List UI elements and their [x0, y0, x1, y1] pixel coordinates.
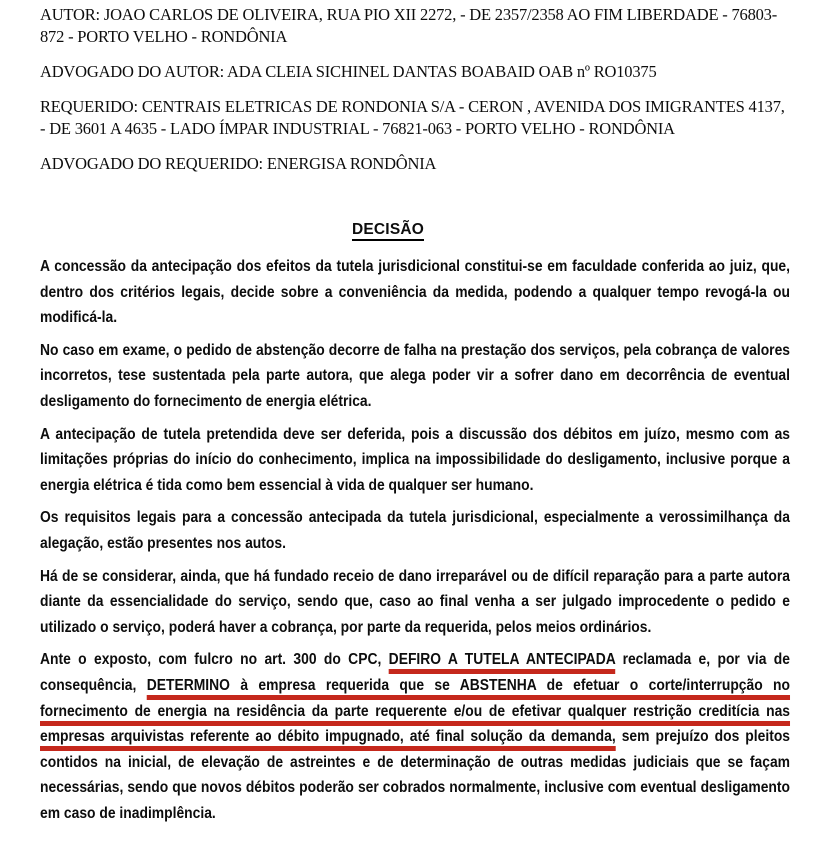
decision-paragraph-5: Há de se considerar, ainda, que há fundado receio de dano irreparável ou de difícil reparação para a parte autora diante da essencialidade do serviço, sendo que, caso ao final venha a ser julgado improcedente o pedido e utilizado o serviço, poderá haver a cobrança, por parte da requerida, pelos meios ordinários.	[40, 567, 791, 636]
decision-paragraph-3: A antecipação de tutela pretendida deve ser deferida, pois a discussão dos débitos em juízo, mesmo com as limitações próprias do início do conhecimento, implica na impossibilidade do desligamento, inclusive porque a energia elétrica é tida como bem essencial à vida de qualquer ser humano.	[40, 425, 791, 494]
decision-paragraph-2: No caso em exame, o pedido de abstenção decorre de falha na prestação dos serviços, pela cobrança de valores incorretos, tese sustentada pela parte autora, que alega poder vir a sofrer dano em decorrência de eventual desligamento do fornecimento de energia elétrica.	[40, 341, 791, 410]
party-advogado-autor: ADVOGADO DO AUTOR: ADA CLEIA SICHINEL DANTAS BOABAID OAB nº RO10375	[40, 62, 657, 81]
decision-paragraph-1: A concessão da antecipação dos efeitos da tutela jurisdicional constitui-se em faculdade conferida ao juiz, que, dentro dos critérios legais, decide sobre a conveniência da medida, podendo a qualquer tempo revogá-la ou modificá-la.	[40, 258, 791, 327]
red-underlined-phrase-defiro: DEFIRO A TUTELA ANTECIPADA	[388, 651, 616, 669]
closing-pre-text: Ante o exposto, com fulcro no art. 300 do CPC,	[40, 651, 389, 669]
party-autor: AUTOR: JOAO CARLOS DE OLIVEIRA, RUA PIO XII 2272, - DE 2357/2358 AO FIM LIBERDADE - 76803-872 - PORTO VELHO - RONDÔNIA	[40, 5, 778, 46]
closing-post-text: sem prejuízo dos pleitos contidos na inicial, de elevação de astreintes e de determinação de outras medidas judiciais que se façam necessárias, sendo que novos débitos poderão ser cobrados normalmente, inclusive com eventual desligamento em caso de inadimplência.	[40, 728, 791, 822]
decision-body	[40, 254, 790, 826]
red-underlined-phrase-determino: DETERMINO à empresa requerida que se ABSTENHA de efetuar o corte/interrupção no fornecimento de energia na residência da parte requerente e/ou de efetivar qualquer restrição creditícia nas empresas arquivistas referente ao débito impugnado, até final solução da demanda,	[40, 676, 791, 746]
party-requerido: REQUERIDO: CENTRAIS ELETRICAS DE RONDONIA S/A - CERON , AVENIDA DOS IMIGRANTES 4137, - DE 3601 A 4635 - LADO ÍMPAR INDUSTRIAL - 76821-063 - PORTO VELHO - RONDÔNIA	[40, 97, 785, 138]
party-advogado-requerido: ADVOGADO DO REQUERIDO: ENERGISA RONDÔNIA	[40, 154, 437, 173]
party-header-block	[40, 4, 792, 175]
decision-paragraph-4: Os requisitos legais para a concessão antecipada da tutela jurisdicional, especialmente a verossimilhança da alegação, estão presentes nos autos.	[40, 509, 791, 552]
closing-paragraph	[40, 647, 790, 826]
closing-mid-text: reclamada e, por via de consequência,	[40, 651, 791, 694]
decision-heading-text: DECISÃO	[352, 221, 424, 241]
decision-heading	[40, 221, 792, 239]
